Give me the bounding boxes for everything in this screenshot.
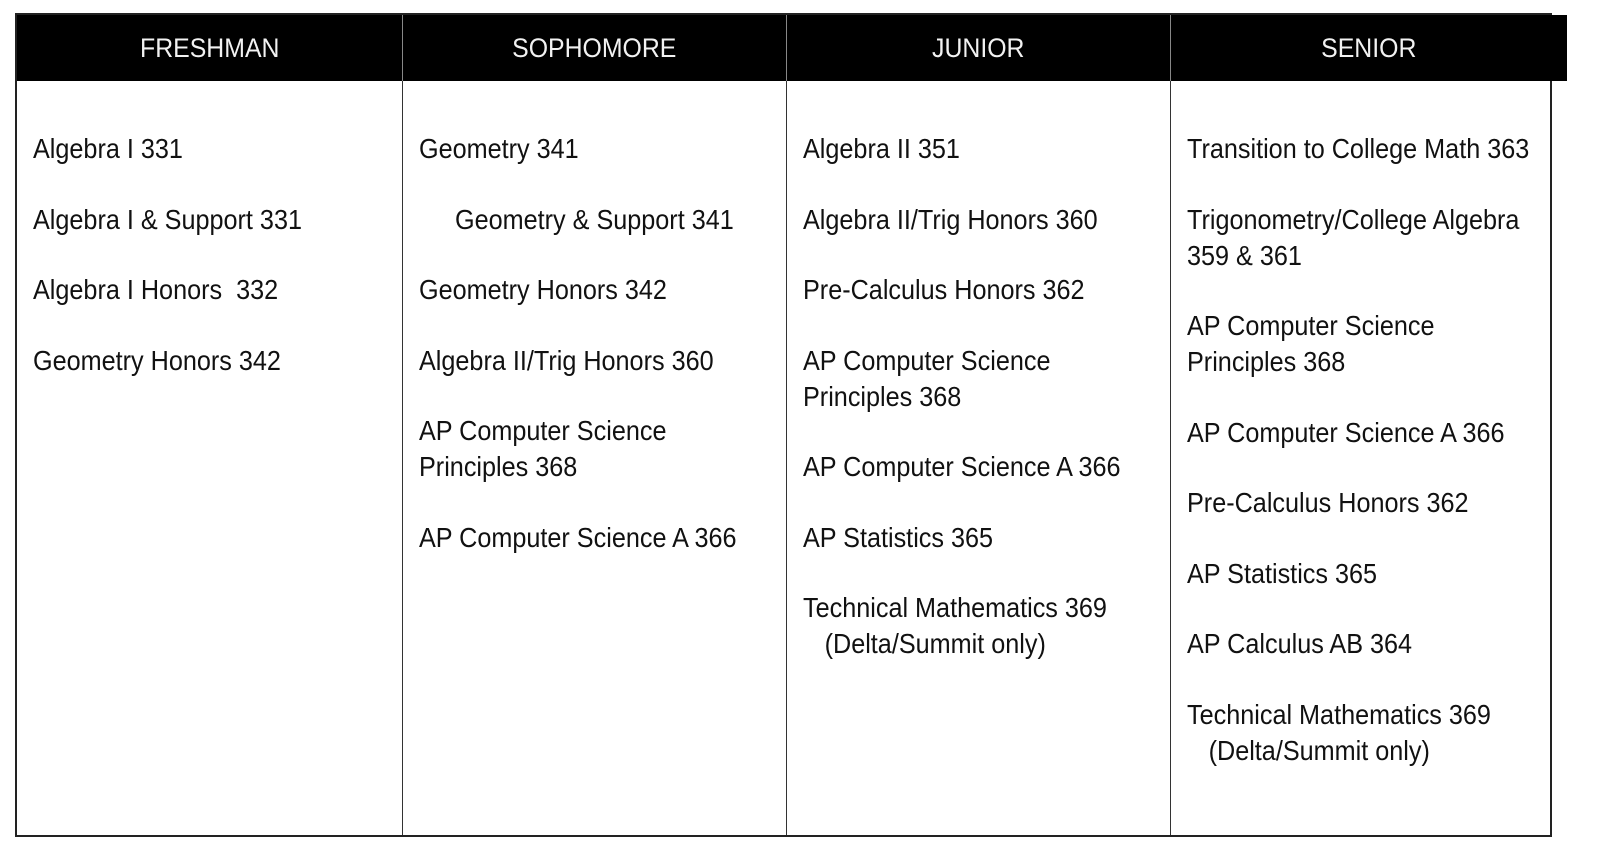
course-name: Technical Mathematics 369 bbox=[1187, 698, 1491, 730]
course-name: AP Calculus AB 364 bbox=[1187, 628, 1413, 659]
course-item bbox=[1187, 626, 1529, 662]
course-item bbox=[1187, 485, 1529, 521]
course-name: AP Computer Science bbox=[419, 415, 667, 446]
course-name-cont: Principles 368 bbox=[1187, 346, 1346, 377]
course-item bbox=[803, 272, 1133, 308]
course-item bbox=[803, 449, 1133, 485]
course-name: Algebra II/Trig Honors 360 bbox=[419, 344, 714, 376]
course-item bbox=[803, 202, 1133, 238]
course-name: Pre-Calculus Honors 362 bbox=[1187, 487, 1469, 518]
course-name: AP Computer Science A 366 bbox=[419, 521, 737, 553]
course-name: Geometry 341 bbox=[419, 133, 579, 164]
column-sophomore bbox=[402, 81, 786, 835]
course-item bbox=[803, 590, 1133, 662]
course-name: AP Computer Science A 366 bbox=[1187, 416, 1505, 448]
course-item bbox=[1187, 131, 1529, 167]
course-name: Algebra I 331 bbox=[33, 133, 183, 164]
course-note: (Delta/Summit only) bbox=[824, 628, 1046, 659]
course-name: Geometry & Support 341 bbox=[455, 203, 734, 235]
course-name: Algebra II 351 bbox=[803, 133, 960, 164]
column-senior bbox=[1170, 81, 1567, 835]
course-name: Geometry Honors 342 bbox=[419, 274, 667, 305]
course-name: AP Computer Science A 366 bbox=[803, 451, 1121, 482]
header-label: FRESHMAN bbox=[139, 32, 280, 63]
header-label: JUNIOR bbox=[932, 32, 1025, 63]
header-label: SOPHOMORE bbox=[512, 32, 677, 63]
course-item bbox=[419, 520, 749, 556]
course-item bbox=[419, 343, 749, 379]
course-name: Algebra II/Trig Honors 360 bbox=[803, 203, 1098, 235]
course-item bbox=[1187, 556, 1529, 592]
course-item bbox=[1187, 697, 1529, 769]
column-junior bbox=[786, 81, 1170, 835]
course-item bbox=[33, 202, 365, 238]
course-name: Technical Mathematics 369 bbox=[803, 592, 1107, 623]
course-name-cont: Principles 368 bbox=[803, 380, 962, 412]
course-name: AP Computer Science bbox=[803, 344, 1051, 376]
course-item bbox=[33, 131, 365, 167]
course-item bbox=[1187, 202, 1529, 274]
course-item bbox=[33, 272, 365, 308]
header-freshman bbox=[17, 15, 402, 81]
course-item bbox=[1187, 308, 1529, 380]
course-name: Trigonometry/College Algebra bbox=[1187, 203, 1520, 235]
course-name-cont: 359 & 361 bbox=[1187, 239, 1302, 271]
course-name: Algebra I & Support 331 bbox=[33, 203, 302, 235]
course-item bbox=[419, 131, 749, 167]
course-name-cont: Principles 368 bbox=[419, 451, 578, 482]
course-sequence-table bbox=[15, 13, 1552, 837]
course-item bbox=[803, 520, 1133, 556]
course-item bbox=[419, 413, 749, 485]
course-name: Transition to College Math 363 bbox=[1187, 133, 1530, 164]
course-note: (Delta/Summit only) bbox=[1208, 734, 1430, 766]
course-item bbox=[419, 202, 749, 238]
header-junior bbox=[786, 15, 1170, 81]
course-name: AP Computer Science bbox=[1187, 310, 1435, 341]
course-item bbox=[803, 343, 1133, 415]
course-item bbox=[803, 131, 1133, 167]
course-name: AP Statistics 365 bbox=[803, 521, 994, 553]
header-senior bbox=[1170, 15, 1567, 81]
header-sophomore bbox=[402, 15, 786, 81]
course-name: AP Statistics 365 bbox=[1187, 557, 1378, 589]
course-item bbox=[1187, 415, 1529, 451]
course-name: Algebra I Honors 332 bbox=[33, 274, 279, 305]
column-freshman bbox=[17, 81, 402, 835]
course-name: Pre-Calculus Honors 362 bbox=[803, 274, 1085, 305]
course-item bbox=[33, 343, 365, 379]
header-label: SENIOR bbox=[1321, 32, 1417, 63]
course-item bbox=[419, 272, 749, 308]
course-name: Geometry Honors 342 bbox=[33, 344, 281, 376]
